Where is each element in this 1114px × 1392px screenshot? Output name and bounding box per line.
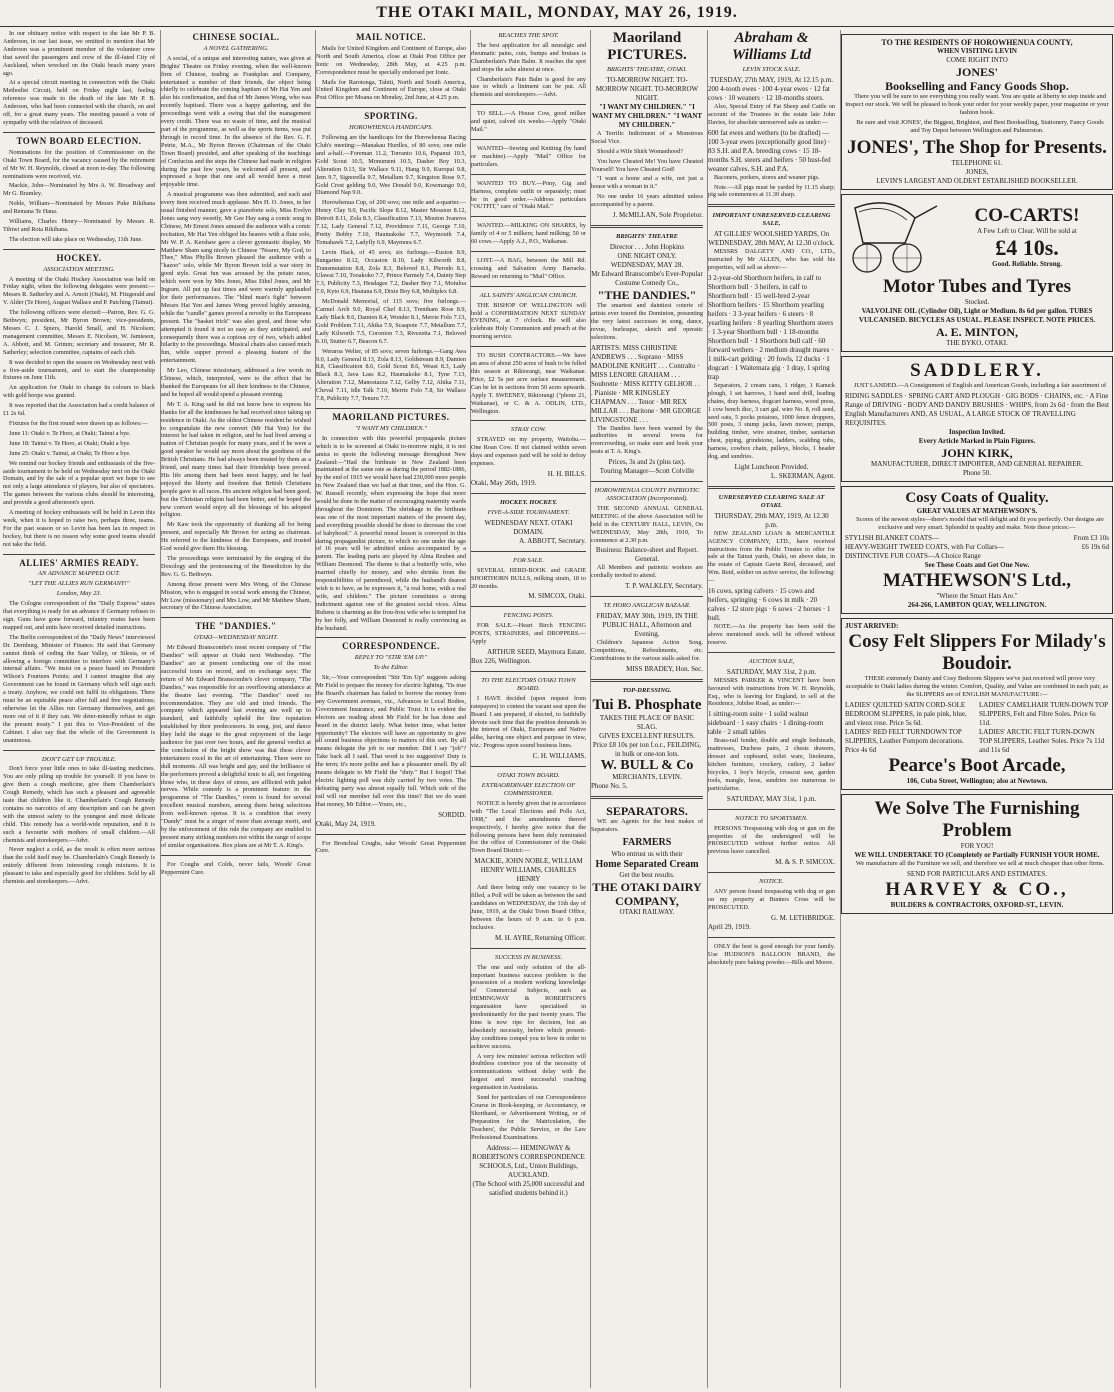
harvey-advert <box>841 794 1113 914</box>
mathewson-address: 264-266, LAMBTON QUAY, WELLINGTON. <box>907 601 1047 609</box>
paragraph: Scores of the newest styles—there's model that will delight and fit you perfectly. Our designs are exclusive and very smart. Splendid in quality and make. Note these prices:— <box>856 516 1104 531</box>
signature: JONES, <box>965 168 989 176</box>
paragraph: Mails for United Kingdom and Continent of Europe, also North and South America, close at Otaki Post Office per Ionic on Wednesday, 28th May, at 4.25 p.m. Correspondence must be specially endorsed per Ionic. <box>316 44 466 76</box>
slipper-line: LADIES' RED FELT TURNDOWN TOP SLIPPERS, Leather Pompom decorations. Price 4s 6d <box>845 728 964 754</box>
paragraph: Should a Wife Shirk Womanhood? <box>597 147 683 155</box>
paragraph: The proceedings were terminated by the singing of the Doxology and the pronouncing of the Benediction by the Rev. G. G. Bethwyn. <box>161 555 311 578</box>
paragraph: The Cologne correspondent of the "Daily Express" states that everything is ready for an advance if Germany refuses to sign. Guns have gone forward, infantry routes have been mapped out, and units have received detailed instructions. <box>3 600 155 631</box>
subheading: OTAKI TOWN BOARD. <box>497 772 560 780</box>
paragraph: Williams, Charles Henry—Nominated by Messrs R. Tihiwi and Rota Rikihana. <box>3 218 155 233</box>
tagline: LEVIN'S LARGEST AND OLDEST ESTABLISHED BOOKSELLER. <box>876 177 1078 185</box>
paragraph: And there being only one vacancy to be filled, a Poll will be taken as between the said candidates on WEDNESDAY, the 11th day of June, 1919, at the Otaki Town Board Office, between the hours of 9 a.m. to 6 p.m. inclusive. <box>471 884 586 931</box>
paragraph: A Terrific Indictment of a Monstrous Social Vice. <box>591 129 703 145</box>
film-title: "I WANT MY CHILDREN." "I WANT MY CHILDREN." "I WANT MY CHILDREN." <box>591 102 703 129</box>
headline-sporting: SPORTING. <box>364 111 418 122</box>
signature: T. P. WALKLEY, Secretary. <box>625 582 703 591</box>
subheading: "I WANT MY CHILDREN." <box>355 424 427 432</box>
subheading: ALL SAINTS' ANGLICAN CHURCH. <box>479 291 578 299</box>
slippers-title: Cosy Felt Slippers For Milady's Boudoir. <box>848 631 1106 674</box>
paragraph: MESSRS DALGETY AND CO., LTD., instructed by Mr ALLEN, who has sold his properties, will sell as above:— <box>708 248 835 271</box>
farmers-heading: FARMERS <box>622 836 672 848</box>
paragraph: June 11: Otaki v. Te Horo, at Otaki; Tainui a bye. <box>9 429 131 437</box>
paragraph: THESE extremely Dainty and Cosy Bedroom Slippers we've just received will prove very acceptable to Otaki ladies during the winter. Comfort, Quality, and Value are combined in each pair, as the SLIPPERS are of ENGLISH MANUFACTURE:— <box>845 675 1109 698</box>
paragraph: WE are Agents for the best makes of Separators. <box>591 817 703 833</box>
classified-ad: TO SELL.—A House Cow, good milker and quiet, calved six weeks.—Apply "Otaki Mail." <box>471 110 586 134</box>
stock-list: 16 cows, spring calvers · 15 cows and heifers, springing · 6 cows in milk · 20 calves · 12 store pigs · 6 sows · 2 horses · 1 bull. <box>708 587 831 623</box>
signature: H. H. BILLS. <box>547 469 586 478</box>
director: Director . . . John Hopkins <box>609 242 685 251</box>
co-carts-advert <box>841 194 1113 352</box>
paragraph: The smartest and daintiest coterie of artists ever toured the Dominion, presenting the very latest successes in song, dance, revue, burlesque, sketch and operatic selections. <box>591 301 703 341</box>
paragraph: The election will take place on Wednesday, 11th June. <box>9 235 143 243</box>
stock-list: 200 4-tooth ewes · 100 4-year ewes · 12 fat cows · 10 weaners · 12 18-months steers. <box>708 84 830 102</box>
coat-line: STYLISH BLANKET COATS— <box>845 534 939 542</box>
manager: Touring Manager—Scott Colville <box>599 467 695 476</box>
coat-line: HEAVY-WEIGHT TWEED COATS, with Fur Collars— <box>845 543 1005 551</box>
notice-date: April 29, 1919. <box>708 922 751 931</box>
signature: A. ABBOTT, Secretary. <box>519 536 586 545</box>
paragraph: An application for Otaki to change its colours to black with gold hoops was granted. <box>3 384 155 400</box>
paragraph: McDonald Memorial, of 115 sovs; five furlongs.—Carmel Arch 9.0, Royal Chef 8.13, Trentham Rose 8.9, Lady Black 8.6, Damien 8.4, Wonder 8.1, Merrie Folo 7.13, Gold Problem 7.11, Ahika 7.9, Scaapote 7.7, Metallum 7.7, Lady Kilworth 7.5, Coronion 7.3, Rivezetta 7.1, Beloved 6.10, Stutter 6.7, Beacon 6.7. <box>316 298 466 345</box>
subheading: EXTRAORDINARY ELECTION OF COMMISSIONER. <box>481 782 576 797</box>
show-title: "THE DANDIES." <box>597 287 697 302</box>
send-particulars: SEND FOR PARTICULARS AND ESTIMATES. <box>907 870 1047 878</box>
subheading: FOR SALE. <box>513 556 544 564</box>
subheading: BRIGHTS' THEATRE, OTAKI. <box>606 66 688 73</box>
paragraph: Sir,—Your correspondent "Stir 'Em Up" suggests asking Mr Field to prepare the money for electric lighting. 'Tis true the Board's chairman has failed to borrow the money from any Government avenues, viz., Advances to Local Bodies, Government Insurance, and Public Trust. It is evident the electors are reading about Mr Field for he has done and heard in the district lately. What better time, what better opportunity? The electors will have an opportunity to give all sound business objections to matters of this sort. By all means delegate the job to our member. Did I say "job"? Take back all I said. That word is too suggestive! Duty is the term; it's more polite and has a pleasanter smell. By all means delegate to Mr Field the "duty." But I forgot! That electric lighting poll was duly carried by two votes. The defeating party was almost equally full. Which side of the rail will our member fall over this time? But we do want that money, Mr Editor.—Yours, etc., <box>316 674 466 808</box>
paragraph: In our obituary notice with respect to the late Mr P. B. Anderson, in our last issue, we omitted to mention that Mr Anderson was a prominent member of the volunteer crew that saved the passengers and crew of the ill-fated City of Auckland, when wrecked on the Otaki beach many years ago. <box>3 30 155 77</box>
paragraph: PERSONS Trespassing with dog or gun on the properties of the undersigned will be PROSECUTED without further notice. All previous leave cancelled. <box>708 824 835 856</box>
paragraph: Baconers, porkers, stores and weaner pigs. <box>714 173 820 181</box>
saddlery-advert <box>841 356 1113 482</box>
headline-chinese-social: CHINESE SOCIAL. <box>192 32 280 42</box>
headline-correspondence: CORRESPONDENCE. <box>342 641 440 652</box>
address: Address:— HEMINGWAY & ROBERTSON'S CORRESPONDENCE SCHOOLS, Ltd., Union Buildings, AUCKLAND. <box>472 1143 585 1179</box>
paragraph: The following officers were elected:—Patron, Rev. G. G. Bethwyn; president, Mr Byron Brown; vice-presidents, Messrs C. J. Spiers, Harold Small, and H. Nicolson; management committee, Messrs E. Nicolson, W. Jamieson, A. Abbott, and M. Grimm; secretary and treasurer, Mr R. Satherley; selection committee, captains of each club. <box>3 309 155 356</box>
paragraph: Fixtures for the first round were drawn up as follows:— <box>9 419 148 427</box>
paragraph: Mr T. A. King said he did not know how to express his thanks for all the kindnesses he had received since taking up residence in Otaki. As the oldest Chinese resident he wished to congratulate the new convert (Mr Hai Yen) for the interest he had taken in religion, and he had lived among a nation of Christian people for many years, and if he were a good speaker he would say more about the goodness of the British Christians. He had always been treated by them as a friend, and many times had their friendship been proved. His life among them had been most happy, and he had enjoyed the liberty and freedom that British Christians people gave to all races. His ancient religion had been good, but the Christian religion had been better, and he hoped the new convert would enjoy all the blessings of his adopted religion. <box>161 400 311 519</box>
cosy-coats-cta: See These Coats and Get One Now. <box>924 561 1030 569</box>
signature: G. M. LETHBRIDGE. <box>771 913 835 922</box>
coat-price: £6 19s 6d <box>1081 543 1109 551</box>
phone: Phone 50. <box>963 469 991 477</box>
slipper-line: LADIES' CAMELHAIR TURN-DOWN TOP SLIPPERS, Felt and Fibre Soles. Price 6s 11d. <box>979 701 1108 727</box>
paragraph: THE SECOND ANNUAL GENERAL MEETING of the above Association will be held in the CENTURY HALL, LEVIN, On WEDNESDAY, May 28th, 1919, To commence at 2.30 p.m. <box>591 504 703 544</box>
salutation: To the Editor. <box>373 664 409 672</box>
tagline: Who entrust us with their <box>611 849 683 858</box>
headline-mail-notice: MAIL NOTICE. <box>355 32 426 42</box>
paragraph: Nominations for the position of Commissioner on the Otaki Town Board, for the vacancy caused by the retirement of Mr W. H. Reynolds, closed at noon to-day. The following nominations were received, viz. <box>3 148 155 180</box>
kirk-title: MANUFACTURER, DIRECT IMPORTER, AND GENERAL REPAIRER. <box>871 460 1083 468</box>
furniture-list: 1 sitting-room suite · 1 solid walnut sideboard · 1 easy chairs · 1 dining-room table · 2 small tables <box>708 710 824 737</box>
paragraph: SEVERAL HERD-BOOK and GRADE SHORTHORN BULLS, milking strain, 18 to 20 months. <box>471 566 586 590</box>
headline-maoriland-pictures: MAORILAND PICTURES. <box>332 411 450 422</box>
advert-heading: COME RIGHT INTO <box>946 56 1008 64</box>
subheading: FENCING POSTS. <box>503 612 554 620</box>
subheading: NOTICE TO SPORTSMEN. <box>735 814 808 822</box>
harvey-address: BUILDERS & CONTRACTORS, OXFORD-ST., LEVIN. <box>890 901 1064 909</box>
product-tagline: TAKES THE PLACE OF BASIC SLAG. <box>599 713 695 731</box>
minton-name: A. E. MINTON, <box>935 325 1019 339</box>
paragraph: STRAYED on my property, Waitohu.—One Roan Cow. If not claimed within seven days and expenses paid will be sold to defray expenses. <box>471 436 586 468</box>
paragraph: NEW ZEALAND LOAN & MERCANTILE AGENCY COMPANY, LTD., have received instructions from the Public Trustee to offer for sale at the Tainui yards, Otaki, on above date, in the estate of Captain Gavin Reid, deceased, and Wm. Reid, soldier on active service, the following:— <box>708 529 835 585</box>
paragraph: ANY person found trespassing with dog or gun on my property at Bunters Cross will be PROSECUTED. <box>708 888 835 911</box>
luncheon: Light Luncheon Provided. <box>734 462 809 471</box>
paragraph: Separators, 2 cream cans, 1 ridger, 1 Kanuck plough, 1 set harrows, 1 hand seed drill, leading chains, dray harness, dogcart harness, wood press, 1 cow bench disc, 3 cart gal. wire No. 8, roll seed, seed oats, 5 pocks potatoes, 1000 fence droppers, 500 posts, 3 stump jacks, lawn mower, pumps, building timber, wire strainer, timber, sanitarian chest, piping, grindstone, ladders, scalding tubs, harness, cowbox chain, pulleys, blocks, 1 header dog, and sundries. <box>708 381 835 461</box>
headline-hockey: HOCKEY. <box>56 252 102 263</box>
minton-place: THE BYKO, OTAKI. <box>946 339 1008 347</box>
classified-ad: WANTED TO BUY.—Pony, Gig and Harness, complete outfit or separately; must be in good order.—Address particulars "OUTFIT," care of "Otaki Mail." <box>471 179 586 211</box>
paragraph: A meeting of hockey enthusiasts will be held in Levin this week, when it is hoped to raise two, perhaps three, teams. For the past season or so Levin has been lax in respect to hockey, but there is no reason why some good teams should not take the field. <box>3 509 155 548</box>
paragraph: Never neglect a cold, as the result is often more serious than the cold itself may be. Chamberlain's Cough Remedy is entirely different from interesting cough mixtures. It is pleasant to take and especially good for children. Sold by all chemists and storekeepers.—Advt. <box>3 846 155 886</box>
sale-date: SATURDAY, MAY 31st, 2 p.m. <box>726 667 817 676</box>
paragraph: JUST LANDED.—A Consignment of English and American Goods, including a fair assortment of <box>853 382 1107 389</box>
paragraph: The one and only solution of the all-important business success problem is the possession of a modern working knowledge of Commercial Subjects, such as HEMINGWAY & ROBERTSON'S organisation have specialised in predominantly for the past twenty years. The time is now ripe for decision, but an absolutely necessity, before which present-day conditions compel you to bow in order to achieve success. <box>471 963 586 1050</box>
coat-line: DISTINCTIVE FUR COATS—A Choice Range <box>845 552 981 560</box>
cosy-coats-title: Cosy Coats of Quality. <box>905 490 1049 506</box>
phone: TELEPHONE 61. <box>951 159 1003 167</box>
dairy-place: OTAKI RAILWAY. <box>619 907 675 916</box>
paragraph: All Members and patriotic workers are cordially invited to attend. <box>591 564 703 580</box>
shop-type: Bookselling and Fancy Goods Shop. <box>885 79 1069 93</box>
subheading: AN ADVANCE MAPPED OUT. <box>38 570 120 578</box>
subheading: HOROWHENUA COUNTY PATRIOTIC ASSOCIATION (Incorporated). <box>594 487 700 503</box>
home-cream: Home Separated Cream <box>595 858 699 870</box>
sale-date: SATURDAY, MAY 31st, 1 p.m. <box>726 794 817 803</box>
slippers-advert <box>841 618 1113 790</box>
paragraph: It was reported that the Association had a credit balance of £1 2s 6d. <box>3 402 155 418</box>
paragraph: Mr Kaw took the opportunity of thanking all for being present, and especially Mr Brown for acting as chairman. He referred to the kindness of the Europeans, and trusted God would give them His blessing. <box>161 521 311 553</box>
classified-ad: TO BUSH CONTRACTORS.—We have an area of about 250 acres of bush to be felled this season at Rikiorangi, near Waikanae. Price, £2 5s per acre surface measurement. Can be let in sections from 50 acres upwards. Apply T. SWEENEY, Rikiorangi ("phone 21, Waikanae), or C. & A. ODLIN, LTD., Wellington. <box>471 352 586 415</box>
paragraph: NOTE.—As the property has been sold the above mentioned stock will be offered without reserve. <box>708 623 835 646</box>
subheading: SUCCESS IN BUSINESS. <box>494 953 563 961</box>
signature: ARTHUR SEED, Maymora Estate. <box>487 648 586 657</box>
column-2 <box>160 30 311 1388</box>
cosy-coats-sub: GREAT VALUES AT MATHEWSON'S. <box>916 507 1038 515</box>
paragraph: FOR SALE.—Heart Birch FENCING POSTS, STRAINERS, and DROPPERS.—Apply <box>471 622 586 646</box>
oil-notice: VALVOLINE OIL (Cylinder Oil), Light or Medium. 8s 6d per gallon. TUBES VULCANISED. BICYCLES AS USUAL. PLEASE INSPECT. NOTE PRICES. <box>858 307 1096 324</box>
motor-tubes: Motor Tubes and Tyres <box>882 276 1072 297</box>
paragraph: Chamberlain's Pain Balm is good for any use to which a liniment can be put. All chemists and storekeepers.—Advt. <box>471 75 586 99</box>
tagline: Get the best results. <box>619 870 675 879</box>
paragraph: A social, of a unique and interesting nature, was given at Brights' Theatre on Friday evening, when the well-known firm of Chinese, trading as Frankplan and Company, entertained a number of their friends, the object being chiefly to celebrate the coming baptism of Mr Hai Yen and also his confirmation, and that of Mr James Wong, who was recently baptised. There was a happy gathering, and the proceedings went with a swing that did the management every credit. There was no waste of time, and the musical part of the programme, as well as the sports items, was put through in record time. In the absence of the Rev. G. F. Petrie, M.A., Mr Byron Brown (Chairman of the Otaki Town Board) presided, and after speaking of the teachings of Confucius and the steps the Chinese had made in religion during the past few years, he welcomed all present, and expressed a hope that one and all would have a most enjoyable time. <box>161 54 311 189</box>
paragraph: We manufacture all the Furniture we sell, and therefore we sell at much cheaper than other firms. <box>855 860 1105 867</box>
column-7 <box>840 30 1113 1388</box>
subheading: DON'T GET UP TROUBLE. <box>41 755 117 763</box>
co-carts-title: CO-CARTS! <box>974 205 1080 226</box>
stock-list: 3 2-year-old Shorthorn heifers, in calf to Shorthorn bull · 3 heifers, in calf to Shorthorn bull · 15 well-bred 2-year Shorthorn heifers · 15 Shorthorn yearling heifers · 3 3-year heifers · 6 steers · 8 yearling heifers · 8 yearling Shorthorn steers · 1 3-year Shorthorn bull · 1 18-months Shorthorn bull · 1 Shorthorn bull calf · 60 forward wethers · 2 medium draught mares · 1 milk-cart gelding · 20 fowls, 12 ducks · 1 dogcart · 1 Waitemata gig · 1 dray, 1 spring trap <box>708 273 834 381</box>
paragraph: Noble, William—Nominated by Messrs Puke Rikihana and Remana Te Hana. <box>3 200 155 216</box>
sale-date: THURSDAY, 29th MAY, 1919, At 12.30 p.m. <box>714 511 829 529</box>
shop-name: JONES' <box>955 65 998 79</box>
phone: Phone No. 5. <box>591 781 628 790</box>
stocked: Stocked. <box>964 298 990 306</box>
subheading: TO THE ELECTORS OTAKI TOWN BOARD. <box>481 677 576 692</box>
notice-date: Otaki, May 26th, 1919. <box>471 478 537 487</box>
column-4 <box>470 30 586 1388</box>
subheading: BRIGHTS' THEATRE <box>616 233 678 241</box>
signature: L. SKERMAN, Agent. <box>771 471 835 480</box>
paragraph: Levin Hack, of 45 sovs; six furlongs.—Euston 8.9, Sungarino 8.12, Occasion 8.10, Lady Kilworth 8.8, Transmutation 8.8, Zola 8.3, Beloved 8.1, Pterodo 8.1, Ulawai 7.10, Tooakoko 7.7, Prince Parmely 7.4, Dainty Step 7.3, Publicity 7.3, Hesdagee 7.2, Dasher Boy 7.1, Motuloa 7.0, Kyto 6.9, Hautana 6.9, Dixie Boy 6.8, Multiplex 6.8. <box>316 248 466 296</box>
subheading: LEVIN STOCK SALE. <box>742 66 801 73</box>
paragraph: Brass-rail fender, double and single bedsteads, mattresses, Duchess pairs, 2 chests drawers, dresser and cupboard, toilet ware, linoleums, kitchen furniture, crockery, cutlery, 2 ladies' bicycles, 1 boy's bicycle, crosscut saw, garden tools, mangle, hose, sundries too numerous to particularise. <box>708 737 835 792</box>
paragraph: The Dandies have been warned by the authorities in several towns for overcrowding, so make sure and book your seats at T. A. King's. <box>591 424 703 456</box>
paragraph: A meeting of the Otaki Hockey Association was held on Friday night, when the following delegates were present:—Messrs R. Satherley and A. Arnott (Otaki), M. Fitzgerald and V. Alder (Te Horo), August Wallace and P. Patching (Tainui). <box>3 275 155 307</box>
paragraph: THE BISHOP OF WELLINGTON will hold a CONFIRMATION NEXT SUNDAY EVENING, at 7 o'clock. He will also celebrate Holy Communion and preach at the morning service. <box>471 301 586 341</box>
presenter: Mr Edward Branscombe's Ever-Popular Costume Comedy Co., <box>591 269 703 287</box>
paragraph: Weraroa Welter, of 85 sovs; seven furlongs.—Gang Awa 9.0, Lady General 8.13, Zola 8.13, Goldstream 8.9, Damien 8.8, Classification 8.6, Gold Scout 8.6, Weast 8.3, Lady Black 8.3, Java Lass 8.2, Haumakoke 8.1, Tyne 7.13, Alteration 7.12, Manostazza 7.12, Gelby 7.12, Ahika 7.11, Cheval 7.11, Idle Talk 7.10, Merrie Folo 7.8, Sir Wallace 7.8, Publicity 7.7, Tenuru 7.7. <box>316 347 466 403</box>
stock-list: 600 fat ewes and wethers (to be drafted) —100 3-year ewes (exceptionally good line) · 83 S.H. and P.A. breeding cows · 15 18-months S.H. steers and heifers · 50 hust-fed weaner calves, S.H. and P.A. <box>708 128 831 173</box>
masthead: THE OTAKI MAIL, MONDAY, MAY 26, 1919. <box>0 0 1114 27</box>
advert-footer: For Bronchial Coughs, take Woods' Great Peppermint Cure. <box>316 839 466 855</box>
event-date: FRIDAY, MAY 30th, 1919, IN THE PUBLIC HALL, Afternoon and Evening. <box>596 612 698 639</box>
paragraph: Mr Leo, Chinese missionary, addressed a few words in Chinese, which, interpreted, were to the effect that he thanked the Europeans for all their kindness to the Chinese, and he hoped all would spend a pleasant evening. <box>161 367 311 398</box>
signature: J. McMILLAN, Sole Proprietor. <box>612 211 703 220</box>
column-6 <box>707 30 835 1388</box>
subheading: BEACHES THE SPOT. <box>498 32 559 39</box>
signature: M. & S. P. SIMCOX. <box>775 858 835 867</box>
advert-heading: TO THE RESIDENTS OF HOROWHENUA COUNTY, <box>881 38 1073 47</box>
paragraph: A very few minutes' serious reflection will doubtless convince you of the necessity of communications without delay with the largest and most successful coaching organisation in Australasia. <box>471 1052 586 1092</box>
paragraph: In connection with this powerful propaganda picture which is to be screened at Otaki to-morrow night, it is not amiss to quote the following message throughout New Zealand:—"Had the birthrate in New Zealand been maintained at the same rate as during the period 1882-1886, by the end of 1915 we would have had 230,000 more people in New Zealand than we had at that time, and the Hon. G. W. Russell recently, when expressing the hope that more would be done in the matter of encouraging maternity wards throughout the Dominion. The shrinkage in the birthrate was one of the most important matters of the present day, and everything possible should be done to decrease the cost of babyhood." A powerful moral lesson is conveyed in this daring propagandist picture, to which no one under the age of 16 years will be admitted unless accompanied by a parent. The leading parts are played by Alma Reuben and William Desmond. The theme is that a butterfly wife, who married chiefly for money, and who shrinks from the responsibilities of parenthood, while the husband's dearest wish is to have, as he expresses it, "a real home, with a real wife, and children." The picture constitutes a strong indictment against one of the greatest social vices. Alma Rubens is charming as the frou-frou wife who is tempted for by her folly, and William Desmond is really convincing as the husband. <box>316 434 466 632</box>
shop-slogan: JONES', The Shop for Presents. <box>847 137 1107 158</box>
showing-nights: TO-MORROW NIGHT. TO-MORROW NIGHT. TO-MORROW NIGHT. <box>595 75 699 102</box>
paragraph: I HAVE decided (upon request from ratepayers) to contest the vacant seat upon the Board. I am prepared, if elected, to faithfully devote such time that the position demands in the interest of Otaki, Europeans and Native alike, having one object and purpose in view, viz.: Progress upon sound business lines. <box>471 694 586 750</box>
furnishing-title: We Solve The Furnishing Problem <box>874 798 1080 841</box>
subheading: OTAKI—WEDNESDAY NIGHT. <box>194 634 278 642</box>
paragraph: Mackie, John—Nominated by Mrs A. W. Broadway and Mr G. Bramley. <box>3 182 155 198</box>
headline-allies: ALLIES' ARMIES READY. <box>19 557 139 568</box>
paragraph: No one under 16 years admitted unless accompanied by a parent. <box>591 193 703 209</box>
event-detail: WEDNESDAY NEXT. OTAKI DOMAIN. <box>484 518 573 536</box>
subheading: A NOVEL GATHERING. <box>203 44 269 52</box>
inspection: Inspection Invited. <box>948 428 1005 436</box>
paragraph: "I want a home and a wife, not just a house with a woman in it." <box>591 175 703 191</box>
for-you: FOR YOU! <box>960 842 994 850</box>
subheading: HOROWHENUA HANDICAPS. <box>349 124 433 132</box>
paragraph: NOTICE is hereby given that in accordance with "The Local Elections and Polls Act, 1908," and the amendments thereof respectively, I hereby give notice that the following persons have been duly nominated for the office of Commissioner of the Otaki Town Board District:— <box>471 799 586 855</box>
paragraph: Be sure and visit JONES', the Biggest, Brightest, and Best Bookselling, Stationery, Fancy Goods and Toy Depot between Wellington and Palmerston. <box>856 119 1104 134</box>
mathewson-name: MATHEWSON'S Ltd., <box>882 570 1072 591</box>
product-title: Tui B. Phosphate <box>592 696 702 713</box>
column-1 <box>3 30 155 1388</box>
separators-title: SEPARATORS. <box>606 803 688 818</box>
classified-ad: WANTED—Sewing and Knitting (by hand or machine).—Apply "Mail" Office for particulars. <box>471 144 586 168</box>
paragraph: Also, Special Entry of Fat Sheep and Cattle on account of the Trustees in the estate late John Davies, for absolute unreserved sale as under:— <box>708 102 835 126</box>
paragraph: You have Cheated Me! You have Cheated Yourself! You have Cheated God! <box>591 157 703 173</box>
artist-list: ARTISTS: MISS CHRISTINE ANDREWS . . . Soprano · MISS MADOLINE KNIGHT . . . Contralto · MISS LENORE GRAHAM . . . Soubrette · MISS KITTY GELHOR . . . Pianiste · MR KINGSLEY CHAPMAN . . . Tenor · MR REX MILLAR . . . Baritone · MR GEORGE LIVINGSTONE . . . <box>591 343 702 424</box>
tagline: (The School with 25,000 successful and satisfied students behind it.) <box>472 1179 585 1197</box>
saddlery-list: RIDING SADDLES · SPRING CART AND PLOUGH · GIG BODS · CHAINS, etc. · A Fine Range of DRIVING · BODY AND DANDY BRUSHES · WHIPS, from 2s 6d · from the Best English Manufacturers AND, AS USUAL, A LARGE STOCK OF TRAVELLING REQUISITES. <box>845 392 1109 427</box>
column-3 <box>315 30 466 1388</box>
subheading: "LET THE ALLIES RUN GERMANY!" <box>28 580 130 588</box>
signature: MISS BRADEY, Hon. Sec. <box>626 664 703 673</box>
co-carts-price: £4 10s. <box>995 235 1059 260</box>
signature: C. H. WILLIAMS. <box>532 752 586 761</box>
mathewson-tag: "Where the Smart Hats Are." <box>936 592 1018 600</box>
subheading: TE HORO ANGLICAN BAZAAR. <box>603 602 691 610</box>
paragraph: Children's Japanese Action Song. Competitions, Refreshments, etc. Contributions to the various stalls asked for. <box>591 639 703 662</box>
classified-ad: LOST.—A BAG, between the Mill Rd. crossing and Salvation Army Barracks. Reward on returning to "Mail" Office. <box>471 257 586 280</box>
furnish-offer: WE WILL UNDERTAKE TO {Completely or Partially FURNISH YOUR HOME. <box>854 851 1100 859</box>
paragraph: It was decided to open the season on Wednesday next with a five-aside tournament, and to start the championship fixtures on June 11th. <box>3 358 155 382</box>
subheading: REPLY TO "STIR 'EM UP." <box>354 654 428 662</box>
paragraph: Don't force your little ones to take ill-tasting medicines. You are only piling up trouble for yourself. If you have to give them a cough medicine, give them Chamberlain's Cough Remedy, which has such a pleasant and agreeable taste that children like it. Chamberlain's Cough Remedy contains no narcotics of any description and can be given with the utmost safety to the youngest and most delicate child. This remedy has a world-wide reputation, and it is such a favourite with mothers of small children.—All chemists and storekeepers.—Advt. <box>3 765 155 844</box>
paragraph: Among those present were Mrs Wong, of the Chinese Mission, who is engaged in social work among the Chinese, Mr Low (missionary) and Mrs Low, and Mr Matthew Sham, secretary of the Chinese Association. <box>161 580 311 612</box>
paragraph: The best application for all neuralgic and rheumatic pains, cuts, bumps and bruises is Chamberlain's Pain Balm. It reaches the spot and stops the ache almost at once. <box>471 41 586 73</box>
signature: M. H. AYRE, Returning Officer. <box>495 933 586 942</box>
sale-place: AT GILLIES' WOOLSHED YARDS, On WEDNESDAY, 28th MAY, At 12.30 o'clock. <box>708 230 835 248</box>
slipper-line: LADIES' QUILTED SATIN CORD-SOLE BEDROOM SLIPPERS, in pale pink, blue, and vieux rose. Price 5s 6d. <box>845 701 967 727</box>
show-date: WEDNESDAY, MAY 28. <box>610 260 684 269</box>
paragraph: At a special circuit meeting in connection with the Otaki Methodist Circuit, held on Friday night last, feeling reference was made to the death of the late Mr P. B. Anderson, who had been connected with the church, on and off, for a great many years. The meeting passed a vote of sympathy with the relatives of deceased. <box>3 79 155 126</box>
paragraph: June 25: Otaki v. Tainui, at Otaki; Te Horo a bye. <box>9 449 131 457</box>
advert-footer: For Coughs and Colds, never fails, Woods' Great Peppermint Cure. <box>161 860 311 876</box>
paragraph: Mr Edward Branscombe's most recent company of "The Dandies" will appear at Otaki next Wednesday. "The Dandies" are at present conducting one of the most successful tours on record, and on exchange says: The return of Mr Edward Branscombe's clever company, "The Dandies," was responsible for an overflowing attendance at the theatre last evening. "The Dandies" need no recommendation. They are old and tried friends. The company which appeared last evening are well up to standard, and faithfully upheld the fine reputation established by their predecessors. In song, jest, and dance they held the stage to the great enjoyment of the large audience for just over two hours, and the general verdict at the conclusion of the bright show was that these clever entertainers excel in the art of entertaining. There were no dull moments. All was bright and gay, and the brilliance of the performers proved a delightful tonic to all, not forgetting those who, in these days of stress, are afflicted with jaded nerves. While comedy is a prominent feature in the programme of "The Dandies," room is found for several excellent musical numbers, among them being selections from well-known operas. It is a condition that every "Dandy" must be a singer of more than average merit, and by the enforcement of this rule the company are enabled to present many striking numbers not within the range of scope of similar organisations. Box plans are at Mr T. A. King's. <box>161 644 311 849</box>
subheading: IMPORTANT UNRESERVED CLEARING SALE, <box>712 212 831 228</box>
product-tagline: GIVES EXCELLENT RESULTS. <box>599 731 695 740</box>
address: Box 226, Wellington. <box>471 657 531 666</box>
coat-price: From £3 10s <box>1073 534 1109 542</box>
dairy-name: THE OTAKI DAIRY COMPANY, <box>592 879 702 908</box>
candidate-list: MACKIE, JOHN NOBLE, WILLIAM HENRY WILLIAMS, CHARLES HENRY <box>474 857 583 884</box>
paragraph: June 18: Tainui v. Te Horo, at Otaki; Otaki a bye. <box>9 439 131 447</box>
paragraph: Following are the handicaps for the Horowhenua Racing Club's meeting:—Manakau Hurdles, of 80 sovs; one mile and a-half.—Foreman 11.2, Torranto 10.6, Papanui 10.5, Gold Scout 10.5, Monument 10.5, Dasher Boy 10.3, Alteration 9.13, Sir Wallace 9.11, Hang 9.9, Kuropai 9.8, Jem 9.7, Signorella 9.7, Metallum 9.7, Kingston Rose 9.7, Gold Crest gelding 9.0, Wee Donald 9.0, Kowmango 9.0, Diamond Nap 9.0. <box>316 134 466 197</box>
just-arrived: JUST ARRIVED: <box>845 622 899 630</box>
subheading: UNRESERVED CLEARING SALE AT OTAKI. <box>718 493 825 509</box>
headline-dandies: THE "DANDIES." <box>195 621 277 632</box>
paragraph: Mails for Rarotonga, Tahiti, North and South America, United Kingdom and Continent of Europe, close at Otaki Post Office per Moana on Monday, 2nd June, at 4.25 p.m. <box>316 78 466 102</box>
slipper-line: LADIES' ARCTIC FELT TURN-DOWN TOP SLIPPERS, Leather Soles. Price 7s 11d and 11s 6d <box>979 728 1105 754</box>
subheading: TOP-DRESSING. <box>622 686 672 694</box>
subheading: AUCTION SALE, <box>748 657 795 665</box>
signature: M. SIMCOX, Otaki. <box>528 592 586 601</box>
paragraph: There you will be sure to see everything you really want. You are quite at liberty to step inside and inspect our stock. We will be pleased to book your order for your weekly paper, your magazine or your fashion book. <box>845 93 1109 116</box>
advert-title-maoriland: Maoriland PICTURES. <box>607 30 687 63</box>
signature: SORDID. <box>438 810 466 819</box>
headline-town-board: TOWN BOARD ELECTION. <box>16 135 142 146</box>
saddlery-title: SADDLERY. <box>910 360 1044 381</box>
ticket-prices: Prices, 3s and 2s (plus tax). <box>608 458 686 467</box>
kirk-name: JOHN KIRK, <box>941 446 1013 460</box>
auctioneer-logo: Abraham & Williams Ltd <box>731 30 812 63</box>
paragraph: We remind our hockey friends and enthusiasts of the five-aside tournament to be held on Wednesday next on the Otaki Domain, and by the sale of a popular sport we hope to see not only a large attendance of players, but also of spectators. The games between the various clubs should be interesting, and provide a good afternoon's sport. <box>3 459 155 507</box>
mathewson-advert <box>841 486 1113 614</box>
paragraph: MESSRS PARKER & VINCENT have been favoured with instructions from W. H. Reynolds, Esq., who is leaving for England, to sell at the Residence, Jubilee Road, as under:— <box>708 676 835 708</box>
paragraph: Horowhenua Cup, of 200 sovs; one mile and a-quarter.—Henry Clay 9.0, Pacific Slope 8.12, Master Mosston 8.12, Detroit 8.11, Zola 8.3, Classification 7.13, Mouton Ivanova 7.12, Lady General 7.12, Providence 7.11, George 7.10, Pretty Bobby 7.10, Haumakoke 7.7, Weymouth 7.4, Tomahawk 7.2, Ladyfly 6.9, Maymora 6.7. <box>316 199 466 246</box>
subheading: HOCKEY. HOCKEY. <box>499 498 558 506</box>
pearce-address: 106, Cuba Street, Wellington; also at Newtown. <box>906 777 1048 785</box>
product-price: Price £8 10s per ton f.o.r., FEILDING, in bulk or one-ton lots. <box>592 740 702 758</box>
paragraph: Send for particulars of our Correspondence Course in Book-keeping, or Accountancy, or Shorthand, or Advertisement Writing, or of Preparation for the Matriculation, the Teachers', the Public Service, or the Law Professional Examinations. <box>471 1094 586 1141</box>
letter-date: Otaki, May 24, 1919. <box>316 819 376 828</box>
harvey-name: HARVEY & CO., <box>885 879 1069 900</box>
pram-illustration <box>845 198 945 276</box>
subheading: NOTICE. <box>759 878 784 886</box>
business: Business: Balance-sheet and Report. General. <box>595 546 699 564</box>
classified-ad: WANTED.—MILKING ON SHARES, by family of 4 or 5 milkers; hand milking; 50 or 60 cows.—Apply A.J., P.O., Waikanae. <box>471 222 586 246</box>
co-carts-text: A Few Left to Clear. Will be sold at <box>977 227 1077 235</box>
subheading: ASSOCIATION MEETING. <box>43 265 115 273</box>
jones-advert <box>841 34 1113 190</box>
paragraph: The Berlin correspondent of the "Daily News" interviewed Dr. Dernburg, Minister of Finance. He said that Germany cannot think of ceding the Saar Valley, or Silesia, or of allowing a foreign committee to interfere with Germany's internal affairs. "We insist on a peace based on President Wilson's Fourteen Points; and I cannot imagine that any Government can be found in Germany which will sign such a treaty. Anyhow, we could not fulfil its obligations. There must be an equitable peace after full and free negotiations; otherwise let the Allies run Germany themselves, and get more out of it if they can. We deter-minedly refuse to sign the present treaty." I put this to Vice-President of the Cabinet. I also say that the whole of the Government is unanimous. <box>3 633 155 744</box>
advert-heading: WHEN VISITING LEVIN <box>936 47 1017 55</box>
paragraph: Note.—All pigs must be yarded by 11.15 sharp; pig sale commences at 11.30 sharp. <box>708 183 835 199</box>
showing-nights: ONE NIGHT ONLY. <box>617 251 677 260</box>
column-5 <box>590 30 703 1388</box>
paragraph: A musical programme was then submitted, and each and every item received much applause. Mrs H. O. Jones, in her usual finished manner, gave a pianoforte solo, Miss Evelyn Jones sang very sweetly, Mr Gee Hay sang a comic song in Chinese, Mr Ernest Jones amused the audience with a comic recitation, Mr Hai Yen obliged his hearers with a flute solo, Mr W. P. A. Kershaw gave a clever gymnastic display, Mr Matthew Sham sang nicely in Chinese "Nearer, My God, to Thee," Miss Phyllis Brown pleased the audience with a "kazoo" solo, while Mr Byron Brown told a war story in good style. Great fun was aroused by the potato races, which were won by Mrs Jones, Miss Ethel Jones, and Mr Ingram. All put up fast times and were warmly applauded for their performances. The "blind man's fight" between Messrs Hai Yen and James Wong proved highly amusing, while the "candle" games proved a novelty to the Europeans present. The "basket trick" was also good, and those who attempted it found it not so easy as they anticipated, and consequently there was a copious cry of two, which added hilarity to the proceedings. Musical chairs also caused much fun, while supper proved a pleasing feature of the entertainment. <box>161 191 311 365</box>
merchant-place: MERCHANTS, LEVIN. <box>612 772 682 781</box>
subheading: FIVE-A-SIDE TOURNAMENT. <box>487 508 570 516</box>
pearce-name: Pearce's Boot Arcade, <box>888 755 1066 776</box>
co-carts-text: Good. Reliable. Strong. <box>992 260 1062 268</box>
subheading: STRAY COW. <box>510 426 547 434</box>
dateline: London, May 23. <box>56 590 102 598</box>
plain-figures: Every Article Marked in Plain Figures. <box>918 437 1036 445</box>
paragraph: ONLY the best is good enough for your family. Use HUDSON'S BALLOON BRAND, the absolutely pure baking powder.—Bills and Moore. <box>708 942 835 966</box>
merchant-name: W. BULL & Co <box>600 757 694 773</box>
sale-date: TUESDAY, 27th MAY, 1919, At 12.15 p.m. <box>710 75 833 84</box>
